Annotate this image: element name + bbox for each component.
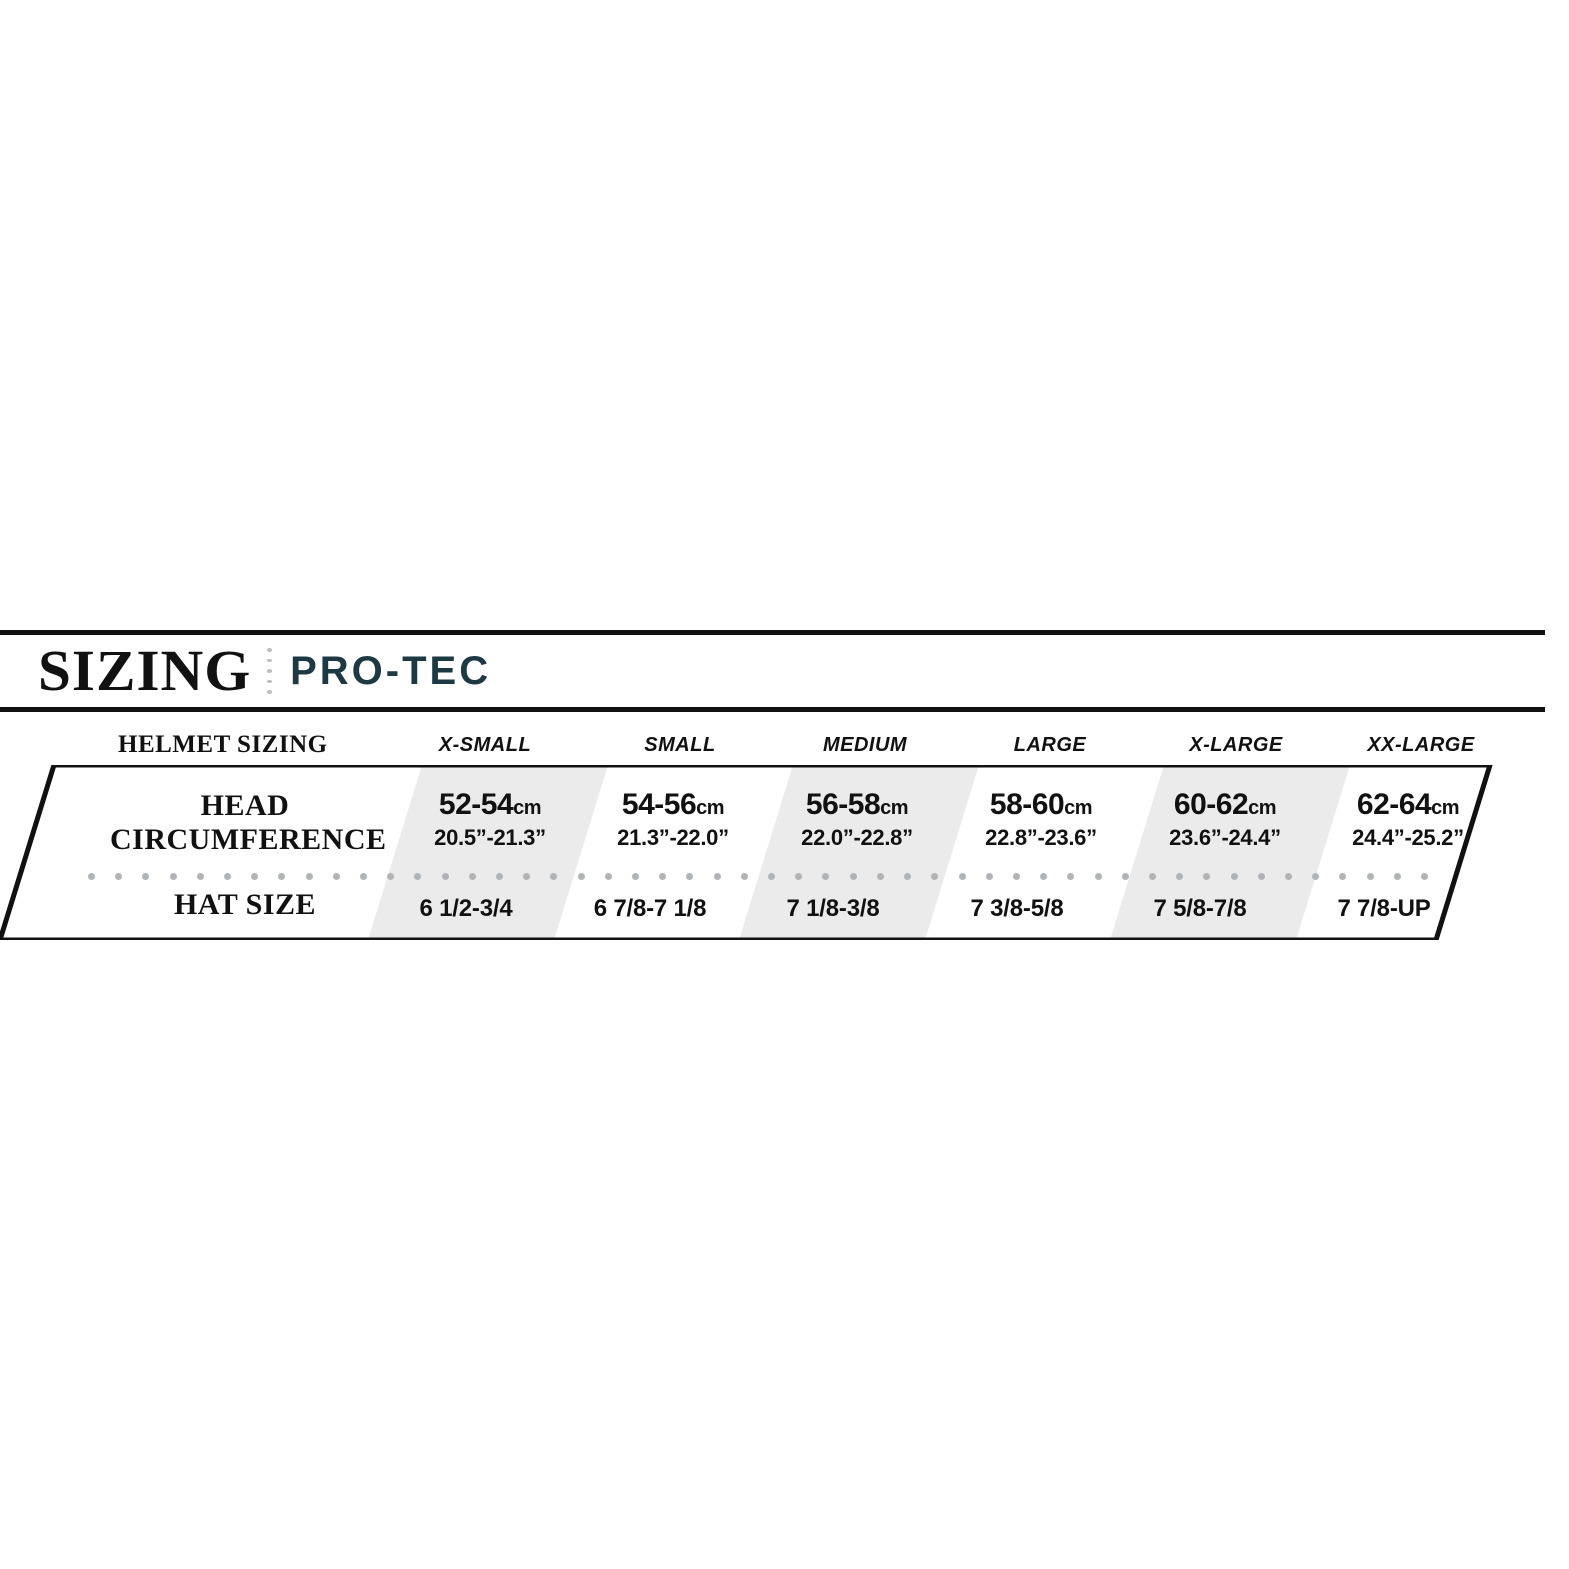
cell-circumference-xx-large: 62-64cm 24.4”-25.2”	[1352, 788, 1464, 850]
cell-hat-size-medium: 7 1/8-3/8	[786, 895, 880, 922]
cell-circumference-x-large: 60-62cm 23.6”-24.4”	[1169, 788, 1281, 850]
column-header-xx-large: XX-LARGE	[1367, 734, 1475, 756]
column-header-small: SMALL	[644, 734, 716, 756]
sizing-table	[0, 765, 1545, 940]
row-label-head-circumference: HEAD CIRCUMFERENCE	[110, 789, 387, 856]
column-header-medium: MEDIUM	[822, 734, 908, 756]
cell-circumference-large: 58-60cm 22.8”-23.6”	[985, 788, 1097, 850]
column-header-x-large: X-LARGE	[1189, 734, 1283, 756]
cell-circumference-medium: 56-58cm 22.0”-22.8”	[801, 788, 913, 850]
brand-logo: PRO-TEC	[290, 648, 492, 693]
cell-hat-size-x-small: 6 1/2-3/4	[419, 895, 513, 922]
cell-hat-size-large: 7 3/8-5/8	[970, 895, 1064, 922]
column-header-large: LARGE	[1013, 734, 1087, 756]
page-title: SIZING	[38, 638, 252, 703]
table-cells	[0, 765, 1545, 940]
vertical-dots-icon	[267, 648, 272, 694]
cell-circumference-small: 54-56cm 21.3”-22.0”	[617, 788, 729, 850]
cell-hat-size-xx-large: 7 7/8-UP	[1337, 895, 1431, 922]
section-label: HELMET SIZING	[118, 731, 328, 758]
cell-circumference-x-small: 52-54cm 20.5”-21.3”	[434, 788, 546, 850]
header-band	[0, 630, 1545, 712]
cell-hat-size-small: 6 7/8-7 1/8	[593, 895, 707, 922]
column-header-x-small: X-SMALL	[438, 734, 532, 756]
row-label-hat-size: HAT SIZE	[173, 888, 317, 921]
column-header-row	[0, 725, 1545, 767]
cell-hat-size-x-large: 7 5/8-7/8	[1153, 895, 1247, 922]
